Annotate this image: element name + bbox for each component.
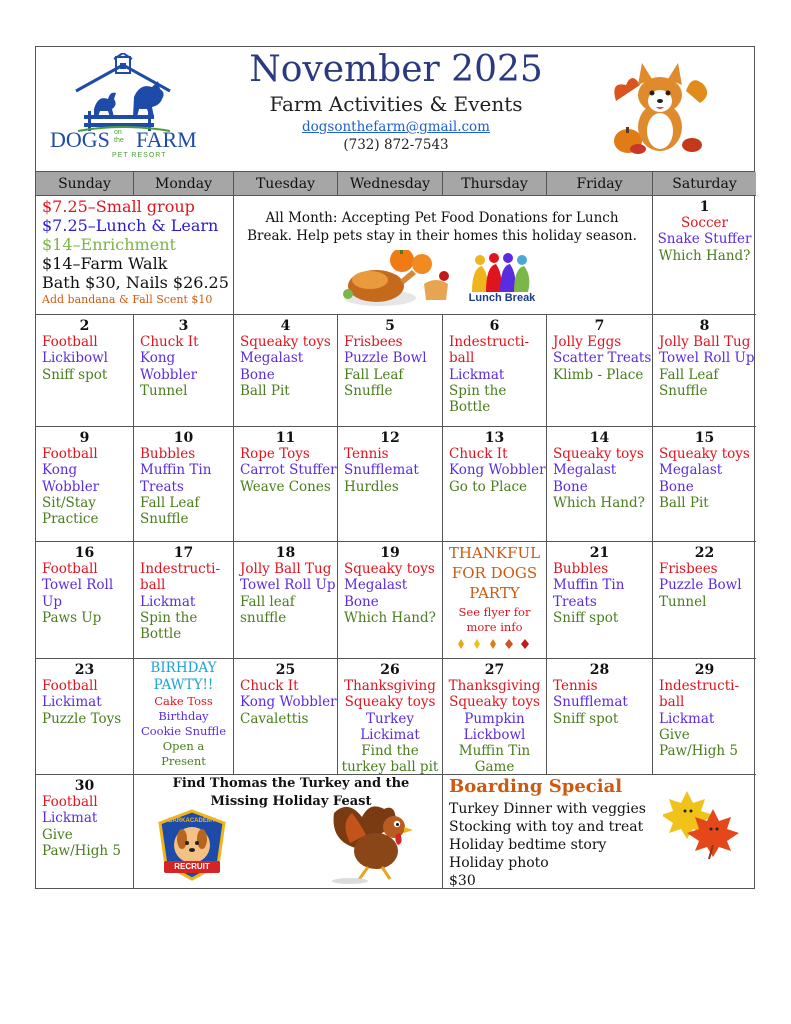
activity-enrichment: Turkey [366, 710, 414, 727]
activity-toy: Frisbees [659, 561, 718, 577]
activity-toy: Jolly Ball Tug [659, 334, 751, 350]
activity-toy: Squeaky toys [344, 561, 435, 577]
birthday-title: BIRHDAY PAWTY!! [150, 660, 217, 693]
day-cell-20 [443, 542, 547, 659]
activity-holiday: Thanksgiving [344, 678, 436, 694]
page-subtitle: Farm Activities & Events [269, 92, 523, 116]
activity-toy: Jolly Ball Tug [240, 561, 332, 577]
activity-training: Sit/Stay Practice [42, 494, 99, 528]
day-cell-17 [134, 542, 234, 659]
logo-tagline: PET RESORT [112, 152, 167, 159]
activity-training: Which Hand? [658, 247, 751, 264]
day-number: 9 [79, 430, 90, 446]
day-cell-27 [443, 659, 547, 775]
activity-enrichment: Towel Roll Up [42, 577, 114, 610]
day-cell-4 [234, 315, 338, 427]
activity-enrichment: Lickibowl [42, 350, 108, 367]
day-cell-19 [338, 542, 443, 659]
day-number: 27 [484, 662, 505, 678]
fall-leaves-icon [455, 636, 535, 650]
day-number: 5 [385, 318, 395, 334]
activity-training: Weave Cones [240, 478, 331, 495]
day-cell-28 [547, 659, 653, 775]
activity-enrichment: Muffin Tin Treats [553, 577, 625, 610]
activity-training: Spin the Bottle [140, 609, 198, 643]
activity-training: Give Paw/High 5 [42, 826, 121, 859]
day-number: 6 [489, 318, 500, 334]
day-number: 22 [694, 545, 715, 561]
day-cell-5 [338, 315, 443, 427]
logo-line-farm: FARM [136, 127, 197, 152]
activity-enrichment: Puzzle Bowl [659, 577, 742, 594]
badge-bottom-label: RECRUIT [174, 862, 210, 871]
activity-toy: Chuck It [240, 678, 299, 694]
dayhdr-friday: Friday [547, 172, 653, 196]
day-cell-30 [36, 775, 134, 888]
activity-training: Hurdles [344, 478, 399, 495]
day-cell-6 [443, 315, 547, 427]
boarding-item: Stocking with toy and treat [449, 819, 644, 835]
activity-toy: Squeaky toys [553, 446, 644, 462]
activity-toy: Squeaky toys [659, 446, 750, 462]
activity-enrichment: Puzzle Bowl [344, 350, 427, 367]
turkey-hunt-text: Find Thomas the Turkey and the Missing Holiday Feast [172, 776, 410, 809]
birthday-line-2: Birthday [158, 709, 209, 723]
activity-enrichment: Kong Wobbler [449, 462, 546, 479]
activity-toy: Soccer [681, 215, 728, 231]
day-cell-23 [36, 659, 134, 775]
activity-training: Fall Leaf Snuffle [140, 494, 200, 528]
donation-notice: All Month: Accepting Pet Food Donations for Lunch Break. Help pets stay in their homes this holiday season. [247, 210, 637, 244]
activity-training: Find the turkey ball pit [341, 743, 439, 775]
phone-number: (732) 872-7543 [343, 137, 449, 153]
day-number: 10 [173, 430, 194, 446]
day-number: 13 [484, 430, 505, 446]
day-number: 2 [79, 318, 90, 334]
activity-enrichment-2: Lickimat [360, 726, 420, 743]
activity-training: Which Hand? [553, 494, 645, 511]
activity-training: Ball Pit [659, 494, 709, 511]
activity-training: Klimb - Place [553, 366, 644, 383]
activity-toy: Football [42, 794, 98, 810]
dayhdr-monday: Monday [134, 172, 234, 196]
badge-top-label: BARKACADEMY [168, 818, 216, 824]
activity-training: Puzzle Toys [42, 710, 122, 727]
day-cell-15 [653, 427, 756, 542]
party-note: See flyer for more info [458, 605, 531, 634]
day-cell-26 [338, 659, 443, 775]
lunch-break-label: Lunch Break [468, 292, 536, 304]
boarding-special-cell [443, 775, 756, 888]
activity-training: Fall Leaf Snuffle [659, 366, 719, 399]
birthday-line-4: Open a [162, 739, 205, 753]
day-cell-25 [234, 659, 338, 775]
dayhdr-wednesday: Wednesday [338, 172, 443, 196]
activity-toy: Bubbles [553, 561, 609, 577]
activity-training: Which Hand? [344, 609, 436, 626]
activity-enrichment: Kong Wobbler [140, 350, 198, 383]
activity-toy: Bubbles [140, 446, 196, 462]
activity-enrichment: Lickimat [42, 694, 102, 711]
day-number: 14 [589, 430, 610, 446]
pricing-small-group: $7.25–Small group [42, 197, 195, 216]
email-link[interactable]: dogsonthefarm@gmail.com [302, 119, 490, 135]
activity-enrichment: Scatter Treats [553, 350, 652, 367]
activity-toy: Indestructi-ball [140, 561, 221, 594]
day-cell-8 [653, 315, 756, 427]
roast-turkey-icon [340, 250, 452, 310]
activity-enrichment: Snake Stuffer [657, 231, 752, 248]
activity-toy: Football [42, 561, 98, 577]
day-number: 29 [694, 662, 715, 678]
activity-enrichment: Carrot Stuffer [240, 462, 337, 479]
activity-toy: Tennis [553, 678, 598, 694]
activity-enrichment: Megalast Bone [240, 350, 304, 383]
day-cell-9 [36, 427, 134, 542]
logo-line-onthe: on the [114, 129, 124, 144]
activity-enrichment: Kong Wobbler [42, 462, 100, 495]
activity-enrichment-2: Lickbowl [463, 726, 526, 743]
day-number: 18 [275, 545, 296, 561]
pricing-bath-nails: Bath $30, Nails $26.25 [42, 273, 229, 292]
day-number: 3 [178, 318, 189, 334]
activity-toy: Frisbees [344, 334, 403, 350]
activity-training: Tunnel [140, 382, 188, 399]
activity-toy: Squeaky toys [344, 694, 436, 711]
activity-enrichment: Towel Roll Up [659, 350, 755, 367]
activity-enrichment: Snufflemat [344, 462, 419, 479]
boarding-item: Holiday photo [449, 855, 549, 871]
activity-training: Go to Place [449, 478, 528, 495]
activity-enrichment: Muffin Tin Treats [140, 462, 212, 495]
day-number: 11 [275, 430, 296, 446]
activity-enrichment: Lickmat [449, 366, 505, 383]
day-number: 23 [74, 662, 95, 678]
activity-toy: Rope Toys [240, 446, 310, 462]
activity-toy: Tennis [344, 446, 389, 462]
activity-toy: Football [42, 334, 98, 350]
day-number: 12 [380, 430, 400, 446]
activity-enrichment: Megalast Bone [344, 577, 408, 610]
page-title: November 2025 [249, 49, 543, 90]
day-cell-10 [134, 427, 234, 542]
activity-enrichment: Pumpkin [464, 710, 525, 727]
day-cell-2 [36, 315, 134, 427]
activity-enrichment: Megalast Bone [553, 462, 617, 495]
day-cell-22 [653, 542, 756, 659]
boarding-title: Boarding Special [449, 776, 623, 797]
day-cell-16 [36, 542, 134, 659]
activity-toy: Squeaky toys [449, 694, 540, 711]
pricing-lunch-learn: $7.25–Lunch & Learn [42, 216, 219, 235]
turkey-hunt-cell [134, 775, 443, 888]
activity-training: Spin the Bottle [449, 382, 507, 416]
dayhdr-tuesday: Tuesday [234, 172, 338, 196]
activity-training: Sniff spot [42, 366, 108, 383]
activity-toy: Jolly Eggs [553, 334, 622, 350]
activity-training: Fall Leaf Snuffle [344, 366, 404, 399]
pricing-cell [36, 196, 234, 315]
day-number: 1 [699, 199, 710, 215]
activity-training: Muffin Tin Game [458, 743, 531, 775]
activity-training: Paws Up [42, 609, 102, 626]
dayhdr-saturday: Saturday [653, 172, 756, 196]
pricing-addon: Add bandana & Fall Scent $10 [42, 293, 213, 306]
boarding-item: Turkey Dinner with veggies [449, 801, 646, 817]
activity-training: Ball Pit [240, 382, 290, 399]
boarding-item: Holiday bedtime story [449, 837, 607, 853]
day-cell-18 [234, 542, 338, 659]
party-title: THANKFUL FOR DOGS PARTY [448, 544, 541, 602]
activity-enrichment: Kong Wobbler [240, 694, 337, 711]
logo-line-dogs: DOGS [50, 127, 110, 152]
birthday-line-3: Cookie Snuffle [140, 724, 227, 738]
pricing-enrichment: $14–Enrichment [42, 235, 176, 254]
activity-enrichment: Lickmat [659, 710, 715, 727]
corgi-illustration-icon [608, 61, 712, 157]
dayhdr-sunday: Sunday [36, 172, 134, 196]
activity-toy: Chuck It [140, 334, 199, 350]
barkacademy-badge-icon [156, 809, 228, 881]
day-cell-29 [653, 659, 756, 775]
header-divider [36, 171, 754, 172]
day-cell-24 [134, 659, 234, 775]
day-number: 8 [699, 318, 710, 334]
day-number: 21 [589, 545, 610, 561]
day-cell-14 [547, 427, 653, 542]
activity-training: Fall leaf snuffle [240, 593, 295, 626]
activity-toy: Football [42, 446, 98, 462]
day-cell-7 [547, 315, 653, 427]
activity-enrichment: Towel Roll Up [240, 577, 336, 594]
day-number: 30 [74, 778, 95, 794]
activity-training: Give Paw/High 5 [659, 726, 738, 760]
birthday-line-5: Present [161, 754, 206, 768]
lunch-break-logo-icon [466, 252, 538, 308]
activity-toy: Indestructi-ball [449, 334, 530, 367]
boarding-price: $30 [449, 873, 476, 888]
day-number: 28 [589, 662, 610, 678]
pricing-farm-walk: $14–Farm Walk [42, 254, 168, 273]
day-number: 26 [380, 662, 400, 678]
activity-enrichment: Lickmat [140, 593, 196, 610]
day-number: 16 [74, 545, 95, 561]
day-cell-3 [134, 315, 234, 427]
maple-leaves-icon [663, 787, 747, 863]
activity-toy: Football [42, 678, 98, 694]
day-cell-13 [443, 427, 547, 542]
logo-wordmark [50, 127, 200, 161]
day-cell-11 [234, 427, 338, 542]
day-cell-21 [547, 542, 653, 659]
activity-enrichment: Lickmat [42, 810, 98, 827]
day-number: 19 [380, 545, 400, 561]
day-cell-1 [653, 196, 756, 315]
dayhdr-thursday: Thursday [443, 172, 547, 196]
day-number: 17 [173, 545, 194, 561]
day-cell-12 [338, 427, 443, 542]
activity-enrichment: Snufflemat [553, 694, 628, 711]
activity-toy: Squeaky toys [240, 334, 331, 350]
activity-toy: Chuck It [449, 446, 508, 462]
activity-toy: Indestructi-ball [659, 678, 740, 711]
activity-training: Sniff spot [553, 710, 619, 727]
calendar [35, 46, 755, 889]
notice-cell [234, 196, 653, 315]
running-turkey-icon [330, 799, 426, 885]
activity-holiday: Thanksgiving [448, 678, 541, 694]
day-number: 7 [594, 318, 605, 334]
activity-training: Sniff spot [553, 609, 619, 626]
activity-enrichment: Megalast Bone [659, 462, 723, 495]
day-number: 25 [275, 662, 296, 678]
day-number: 15 [694, 430, 715, 446]
activity-training: Tunnel [659, 593, 707, 610]
day-number: 4 [280, 318, 291, 334]
birthday-line-1: Cake Toss [154, 694, 213, 708]
activity-training: Cavalettis [240, 710, 309, 727]
